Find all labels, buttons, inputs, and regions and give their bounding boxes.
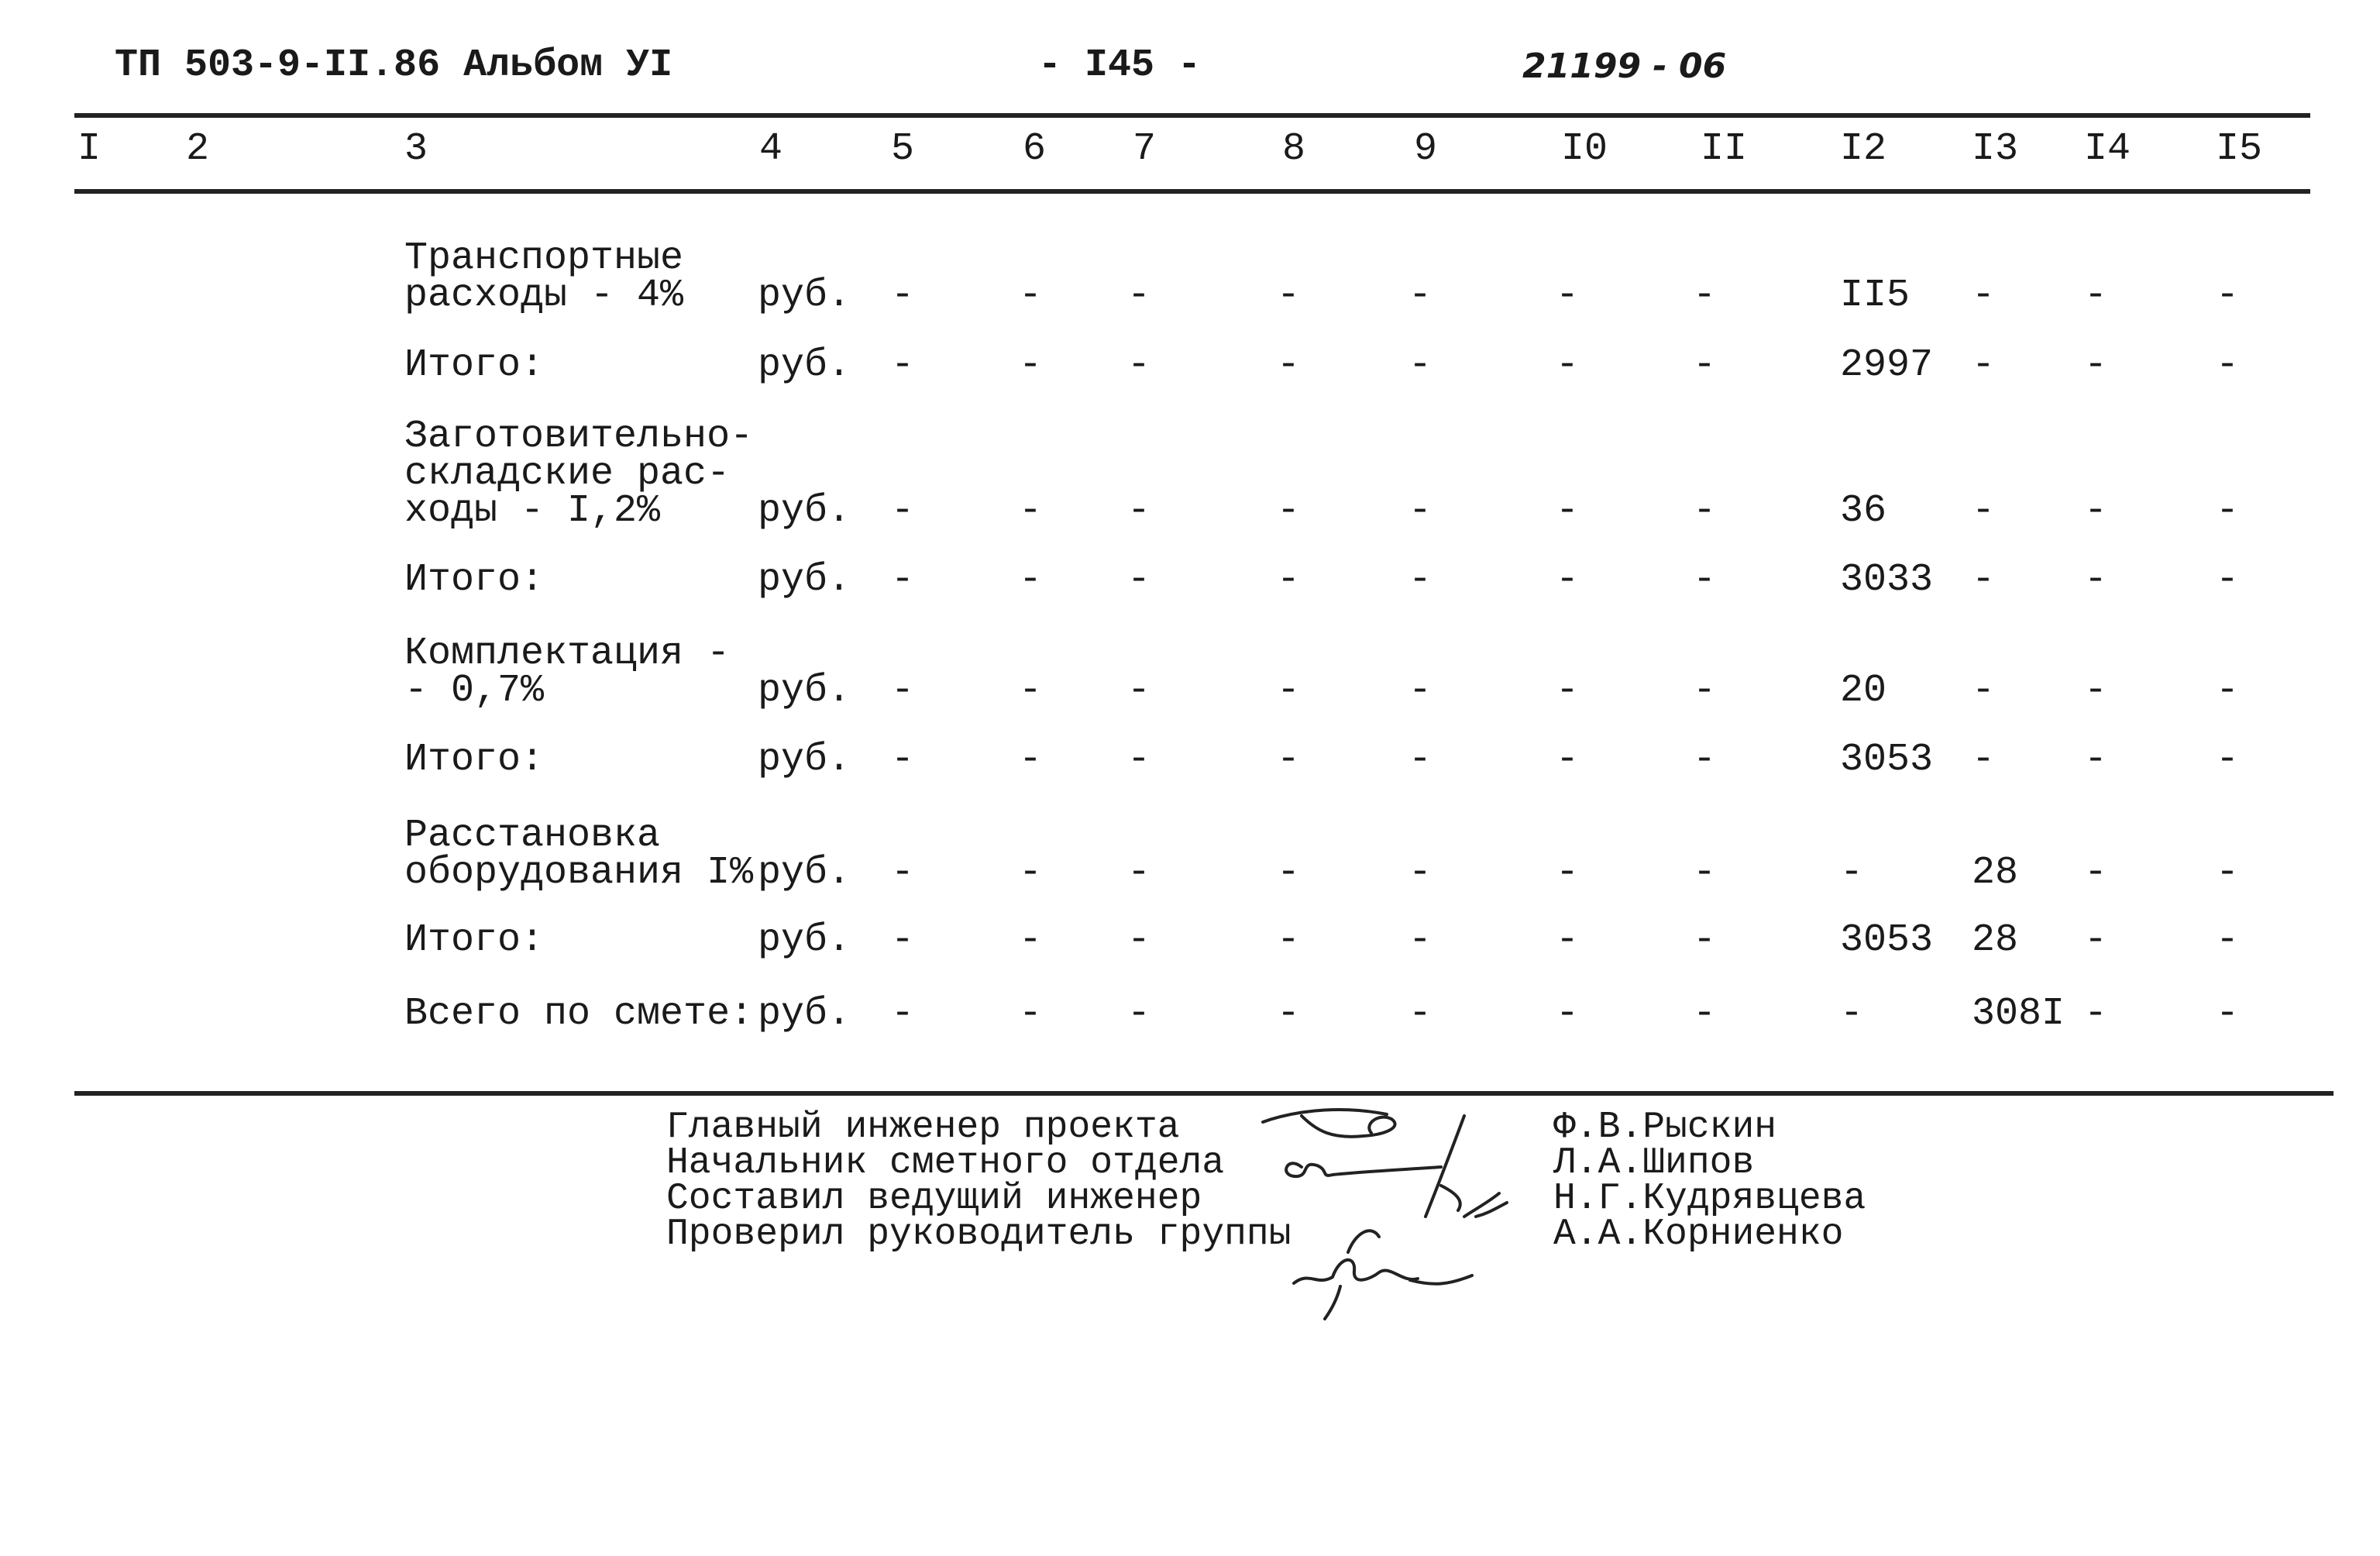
row-value-col-10: - [1556, 489, 1580, 533]
row-unit: руб. [758, 558, 851, 602]
row-value-col-9: - [1408, 851, 1432, 895]
row-value-col-5: - [891, 274, 915, 318]
row-value-col-6: - [1019, 851, 1043, 895]
row-value-col-15: - [2216, 851, 2240, 895]
row-value-col-11: - [1693, 992, 1717, 1036]
role-compiled-by: Составил ведущий инженер [666, 1178, 1202, 1220]
column-number-5: 5 [891, 127, 915, 171]
row-value-col-12: 3053 [1840, 918, 1934, 962]
row-value-col-7: - [1127, 851, 1151, 895]
handwritten-signatures [1255, 1100, 1549, 1325]
row-value-col-11: - [1693, 669, 1717, 713]
row-label-line: Итого: [404, 558, 545, 602]
row-value-col-10: - [1556, 992, 1580, 1036]
row-value-col-9: - [1408, 918, 1432, 962]
row-value-col-10: - [1556, 851, 1580, 895]
row-value-col-9: - [1408, 343, 1432, 387]
row-value-col-11: - [1693, 918, 1717, 962]
row-unit: руб. [758, 343, 851, 387]
row-value-col-9: - [1408, 992, 1432, 1036]
name-chief-engineer: Ф.В.Рыскин [1553, 1107, 1777, 1148]
column-number-12: I2 [1840, 127, 1887, 171]
row-label-line: Всего по смете: [404, 992, 754, 1036]
row-value-col-13: - [1972, 274, 1996, 318]
row-value-col-11: - [1693, 489, 1717, 533]
row-value-col-11: - [1693, 851, 1717, 895]
row-value-col-8: - [1277, 489, 1301, 533]
row-value-col-15: - [2216, 343, 2240, 387]
row-label-line: Итого: [404, 343, 545, 387]
row-value-col-14: - [2084, 558, 2108, 602]
row-value-col-6: - [1019, 918, 1043, 962]
row-value-col-12: 3053 [1840, 738, 1934, 782]
row-value-col-15: - [2216, 558, 2240, 602]
row-value-col-5: - [891, 738, 915, 782]
row-value-col-9: - [1408, 558, 1432, 602]
row-value-col-11: - [1693, 738, 1717, 782]
row-value-col-12: 20 [1840, 669, 1887, 713]
row-label-line: складские рас- [404, 452, 731, 496]
row-unit: руб. [758, 918, 851, 962]
row-value-col-11: - [1693, 343, 1717, 387]
row-label-line: Расстановка [404, 814, 661, 858]
row-value-col-6: - [1019, 558, 1043, 602]
row-value-col-6: - [1019, 669, 1043, 713]
row-value-col-10: - [1556, 343, 1580, 387]
row-value-col-15: - [2216, 669, 2240, 713]
row-unit: руб. [758, 992, 851, 1036]
row-value-col-13: - [1972, 558, 1996, 602]
row-value-col-8: - [1277, 274, 1301, 318]
row-value-col-14: - [2084, 669, 2108, 713]
column-number-3: 3 [404, 127, 428, 171]
column-number-6: 6 [1023, 127, 1047, 171]
column-number-2: 2 [186, 127, 210, 171]
row-value-col-7: - [1127, 274, 1151, 318]
role-checked-by: Проверил руководитель группы [666, 1213, 1291, 1255]
row-unit: руб. [758, 489, 851, 533]
row-value-col-6: - [1019, 489, 1043, 533]
row-value-col-12: 3033 [1840, 558, 1934, 602]
row-value-col-14: - [2084, 992, 2108, 1036]
header-rule [74, 189, 2310, 194]
row-value-col-11: - [1693, 274, 1717, 318]
row-value-col-8: - [1277, 918, 1301, 962]
row-value-col-13: 28 [1972, 918, 2019, 962]
row-value-col-7: - [1127, 558, 1151, 602]
row-value-col-8: - [1277, 992, 1301, 1036]
name-head-estimating: Л.А.Шипов [1553, 1142, 1755, 1184]
row-value-col-15: - [2216, 738, 2240, 782]
row-label-line: Заготовительно- [404, 415, 754, 459]
column-number-9: 9 [1414, 127, 1438, 171]
row-unit: руб. [758, 669, 851, 713]
row-value-col-13: - [1972, 343, 1996, 387]
row-value-col-15: - [2216, 918, 2240, 962]
row-value-col-10: - [1556, 558, 1580, 602]
column-number-4: 4 [759, 127, 783, 171]
row-value-col-13: - [1972, 738, 1996, 782]
name-compiled-by: Н.Г.Кудрявцева [1553, 1178, 1866, 1220]
row-value-col-10: - [1556, 738, 1580, 782]
row-value-col-5: - [891, 918, 915, 962]
column-number-10: I0 [1561, 127, 1608, 171]
row-value-col-12: - [1840, 851, 1864, 895]
row-value-col-7: - [1127, 489, 1151, 533]
row-value-col-14: - [2084, 851, 2108, 895]
row-value-col-8: - [1277, 343, 1301, 387]
row-value-col-5: - [891, 558, 915, 602]
row-value-col-5: - [891, 489, 915, 533]
row-unit: руб. [758, 851, 851, 895]
row-value-col-8: - [1277, 851, 1301, 895]
row-value-col-15: - [2216, 992, 2240, 1036]
row-value-col-12: 2997 [1840, 343, 1934, 387]
row-value-col-7: - [1127, 343, 1151, 387]
bottom-rule [74, 1091, 2334, 1096]
row-value-col-11: - [1693, 558, 1717, 602]
column-number-14: I4 [2084, 127, 2131, 171]
column-number-15: I5 [2216, 127, 2263, 171]
row-label-line: расходы - 4% [404, 274, 684, 318]
row-value-col-15: - [2216, 274, 2240, 318]
role-chief-engineer: Главный инженер проекта [666, 1107, 1180, 1148]
column-number-8: 8 [1282, 127, 1306, 171]
role-head-estimating: Начальник сметного отдела [666, 1142, 1225, 1184]
row-value-col-5: - [891, 343, 915, 387]
row-value-col-9: - [1408, 738, 1432, 782]
row-value-col-5: - [891, 992, 915, 1036]
row-value-col-7: - [1127, 992, 1151, 1036]
row-label-line: оборудования I% [404, 851, 754, 895]
column-number-11: II [1701, 127, 1748, 171]
row-value-col-13: - [1972, 669, 1996, 713]
row-value-col-8: - [1277, 669, 1301, 713]
row-label-line: Транспортные [404, 236, 684, 281]
row-value-col-13: - [1972, 489, 1996, 533]
row-value-col-14: - [2084, 274, 2108, 318]
row-value-col-13: 28 [1972, 851, 2019, 895]
row-label-line: Итого: [404, 918, 545, 962]
row-value-col-6: - [1019, 343, 1043, 387]
row-label-line: Комплектация - [404, 632, 731, 676]
row-value-col-7: - [1127, 918, 1151, 962]
row-value-col-10: - [1556, 274, 1580, 318]
page-number: - I45 - [1038, 43, 1202, 88]
column-number-7: 7 [1133, 127, 1157, 171]
row-value-col-13: 308I [1972, 992, 2065, 1036]
column-number-13: I3 [1972, 127, 2019, 171]
row-value-col-6: - [1019, 738, 1043, 782]
row-value-col-8: - [1277, 738, 1301, 782]
row-value-col-14: - [2084, 738, 2108, 782]
column-number-1: I [77, 127, 101, 171]
top-rule [74, 113, 2310, 118]
row-value-col-12: II5 [1840, 274, 1911, 318]
row-value-col-9: - [1408, 669, 1432, 713]
row-unit: руб. [758, 274, 851, 318]
row-value-col-10: - [1556, 669, 1580, 713]
row-value-col-10: - [1556, 918, 1580, 962]
row-label-line: Итого: [404, 738, 545, 782]
row-value-col-9: - [1408, 489, 1432, 533]
row-value-col-14: - [2084, 918, 2108, 962]
row-value-col-15: - [2216, 489, 2240, 533]
row-label-line: ходы - I,2% [404, 489, 661, 533]
row-value-col-14: - [2084, 489, 2108, 533]
document-code: ТП 503-9-II.86 Альбом УI [115, 43, 673, 88]
row-value-col-9: - [1408, 274, 1432, 318]
row-value-col-7: - [1127, 738, 1151, 782]
row-value-col-6: - [1019, 992, 1043, 1036]
row-value-col-12: - [1840, 992, 1864, 1036]
row-value-col-5: - [891, 669, 915, 713]
row-label-line: - 0,7% [404, 669, 545, 713]
name-checked-by: А.А.Корниенко [1553, 1213, 1844, 1255]
row-value-col-6: - [1019, 274, 1043, 318]
inventory-number: 21199 - 06 [1522, 46, 1727, 86]
row-value-col-12: 36 [1840, 489, 1887, 533]
row-value-col-5: - [891, 851, 915, 895]
row-value-col-14: - [2084, 343, 2108, 387]
row-value-col-8: - [1277, 558, 1301, 602]
row-value-col-7: - [1127, 669, 1151, 713]
row-unit: руб. [758, 738, 851, 782]
